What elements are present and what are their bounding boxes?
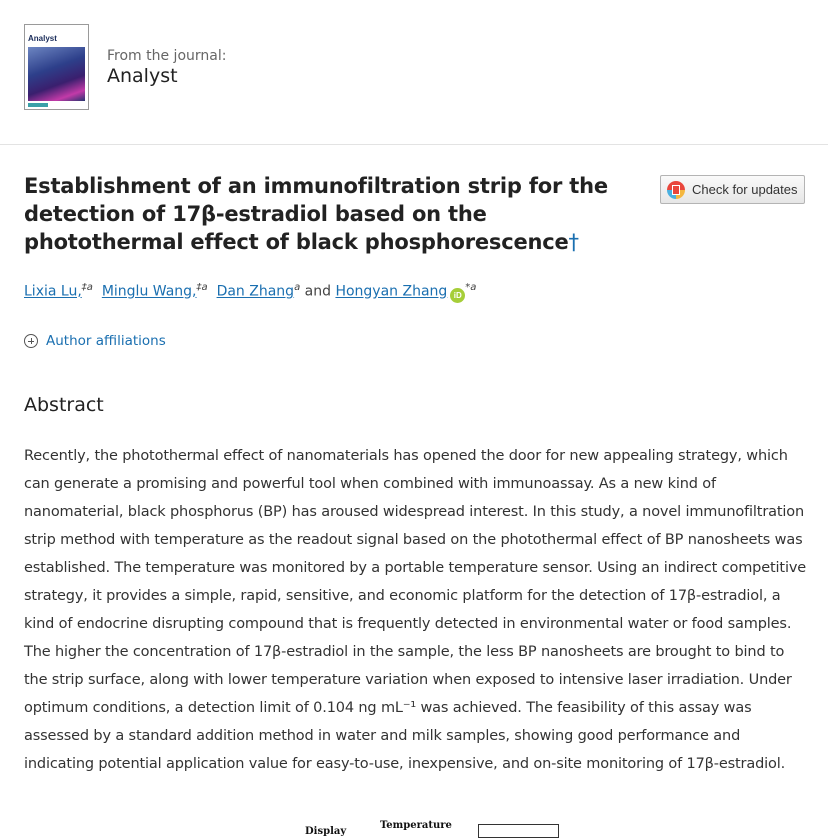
author-link[interactable]: Minglu Wang, bbox=[101, 283, 197, 300]
author-marks: *a bbox=[465, 282, 477, 293]
author-marks: ‡a bbox=[196, 282, 208, 293]
cover-artwork bbox=[28, 47, 85, 101]
author-and: and bbox=[304, 283, 331, 300]
journal-name[interactable]: Analyst bbox=[107, 65, 178, 87]
abstract-heading: Abstract bbox=[24, 394, 104, 416]
author-affiliations-label: Author affiliations bbox=[46, 333, 166, 349]
author-link[interactable]: Dan Zhang bbox=[216, 283, 295, 300]
journal-header bbox=[0, 0, 828, 145]
article-title-text: Establishment of an immunofiltration strip for the detection of 17β-estradiol based on the photothermal effect of black phosphorescence bbox=[24, 174, 608, 254]
cover-publisher-logo bbox=[28, 103, 48, 107]
graphical-abstract[interactable] bbox=[300, 818, 570, 838]
graphic-display-label: Display bbox=[305, 826, 347, 837]
author-link[interactable]: Lixia Lu, bbox=[24, 283, 82, 300]
author-marks: a bbox=[294, 282, 301, 293]
article-title bbox=[24, 172, 624, 256]
author-marks: ‡a bbox=[81, 282, 93, 293]
abstract-text: Recently, the photothermal effect of nanomaterials has opened the door for new appealing strategy, which can generate a promising and powerful tool when combined with immunoassay. As a new kind of nanomaterial, black phosphorus (BP) has aroused widespread interest. In this study, a novel immunofiltration strip method with temperature as the readout signal based on the photothermal effect of BP nanosheets was established. The temperature was monitored by a portable temperature sensor. Using an indirect competitive strategy, it provides a simple, rapid, sensitive, and economic platform for the detection of 17β-estradiol, a kind of endocrine disrupting compound that is frequently detected in environmental water or food samples. The higher the concentration of 17β-estradiol in the sample, the less BP nanosheets are brought to bind to the strip surface, along with lower temperature variation when exposed to intensive laser irradiation. Under optimum conditions, a detection limit of 0.104 ng mL⁻¹ was achieved. The feasibility of this assay was assessed by a standard addition method in water and milk samples, showing good performance and indicating potential application value for easy-to-use, inexpensive, and on-site monitoring of 17β-estradiol. bbox=[24, 448, 807, 772]
crossmark-icon bbox=[667, 181, 685, 199]
cover-title: Analyst bbox=[28, 34, 57, 43]
journal-cover-image[interactable] bbox=[24, 24, 89, 110]
graphic-temperature-label: Temperature bbox=[380, 820, 452, 831]
graphic-box bbox=[478, 824, 559, 838]
check-for-updates-button[interactable] bbox=[660, 175, 805, 204]
author-affiliations-toggle[interactable] bbox=[24, 333, 166, 349]
check-for-updates-label: Check for updates bbox=[692, 182, 798, 197]
plus-circle-icon bbox=[24, 334, 38, 348]
author-list bbox=[24, 282, 476, 303]
orcid-icon[interactable]: iD bbox=[450, 288, 465, 303]
from-journal-label: From the journal: bbox=[107, 48, 227, 64]
title-footnote-link[interactable]: † bbox=[568, 230, 579, 254]
author-link[interactable]: Hongyan Zhang bbox=[335, 283, 448, 300]
